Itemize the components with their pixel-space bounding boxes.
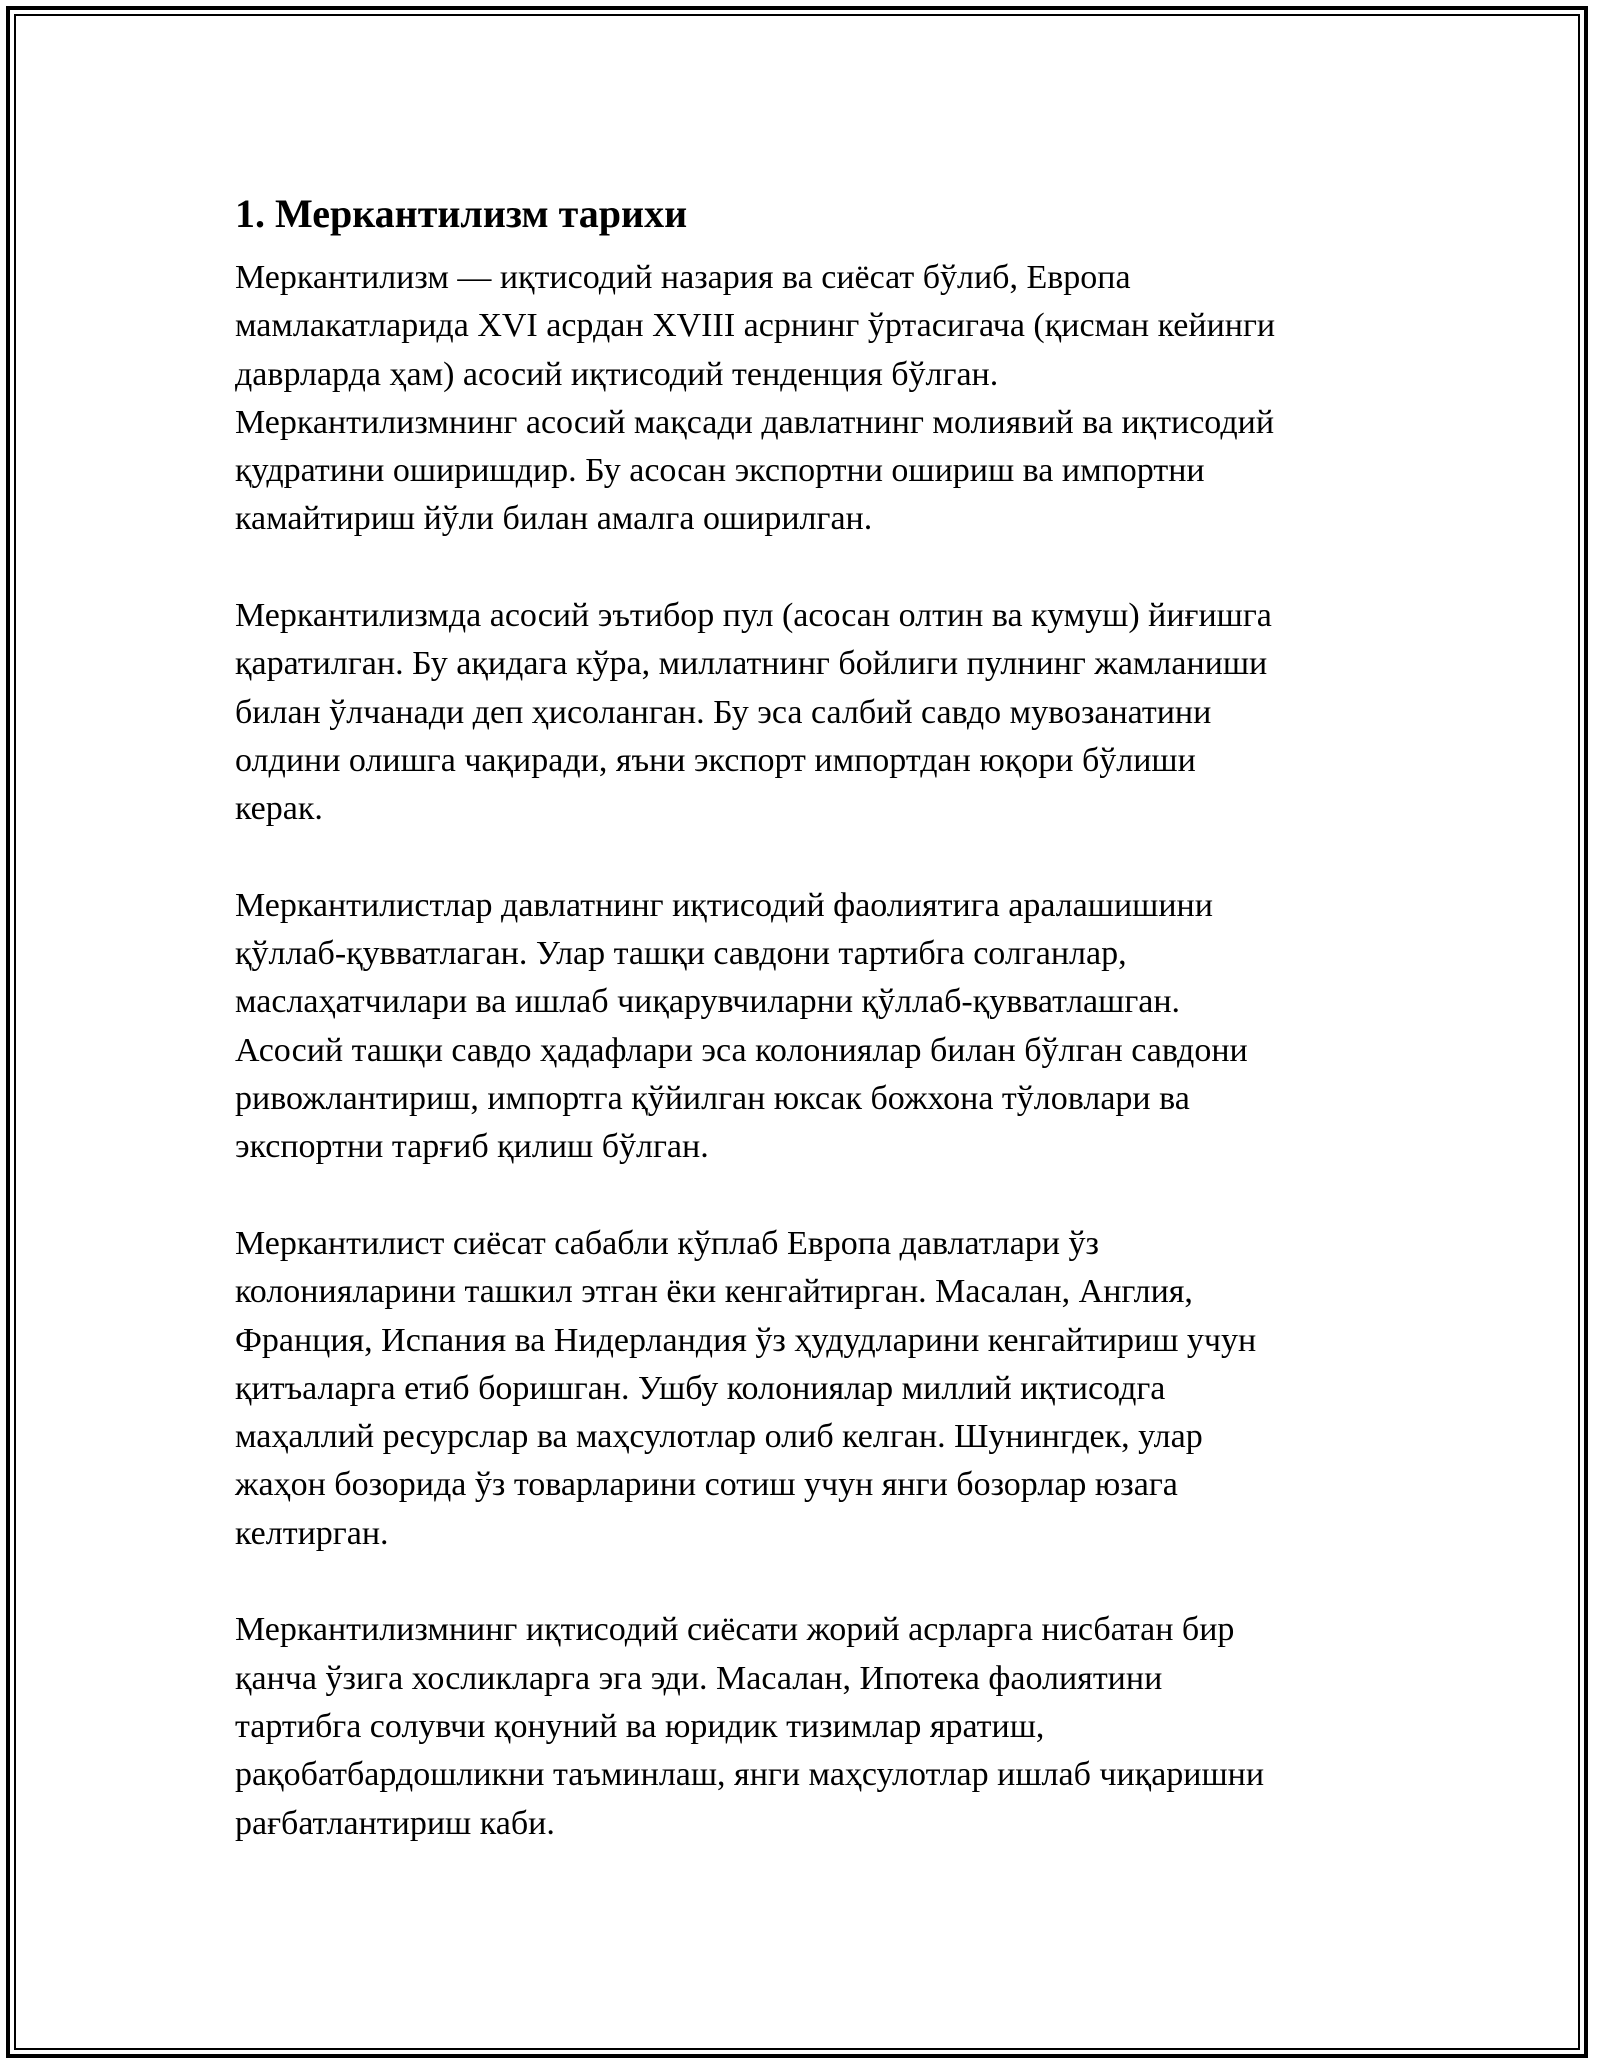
paragraph-4: Меркантилист сиёсат сабабли кўплаб Европа давлатлари ўз колонияларини ташкил этган ёки кенгайтирган. Масалан, Англия, Франция, Испания ва Нидерландия ўз ҳудудларини кенгайтириш учун қитъаларга етиб боришган. Ушбу колониялар миллий иқтисодга маҳаллий ресурслар ва маҳсулотлар олиб келган. Шунингдек, улар жаҳон бозорида ўз товарларини сотиш учун янги бозорлар юзага келтирган. <box>235 1224 1257 1552</box>
paragraph-2: Меркантилизмда асосий эътибор пул (асосан олтин ва кумуш) йиғишга қаратилган. Бу ақидага кўра, миллатнинг бойлиги пулнинг жамланиши билан ўлчанади деп ҳисоланган. Бу эса салбий савдо мувозанатини олдини олишга чақиради, яъни экспорт импортдан юқори бўлиши керак. <box>235 597 1272 828</box>
section-heading: 1. Меркантилизм тарихи <box>235 191 688 236</box>
document-body <box>235 186 1375 1896</box>
paragraph-1: Меркантилизм — иқтисодий назария ва сиёсат бўлиб, Европа мамлакатларида XVI асрдан XVIII асрнинг ўртасигача (қисман кейинги даврларда ҳам) асосий иқтисодий тенденция бўлган. Меркантилизмнинг асосий мақсади давлатнинг молиявий ва иқтисодий қудратини оширишдир. Бу асосан экспортни ошириш ва импортни камайтириш йўли билан амалга оширилган. <box>235 259 1276 538</box>
paragraph-3: Меркантилистлар давлатнинг иқтисодий фаолиятига аралашишини қўллаб-қувватлаган. Улар ташқи савдони тартибга солганлар, маслаҳатчилари ва ишлаб чиқарувчиларни қўллаб-қувватлашган. Асосий ташқи савдо ҳадафлари эса колониялар билан бўлган савдони ривожлантириш, импортга қўйилган юксак божхона тўловлари ва экспортни тарғиб қилиш бўлган. <box>235 886 1248 1166</box>
paragraph-5: Меркантилизмнинг иқтисодий сиёсати жорий асрларга нисбатан бир қанча ўзига хосликларга эга эди. Масалан, Ипотека фаолиятини тартибга солувчи қонуний ва юридик тизимлар яратиш, рақобатбардошликни таъминлаш, янги маҳсулотлар ишлаб чиқаришни рағбатлантириш каби. <box>235 1611 1265 1842</box>
